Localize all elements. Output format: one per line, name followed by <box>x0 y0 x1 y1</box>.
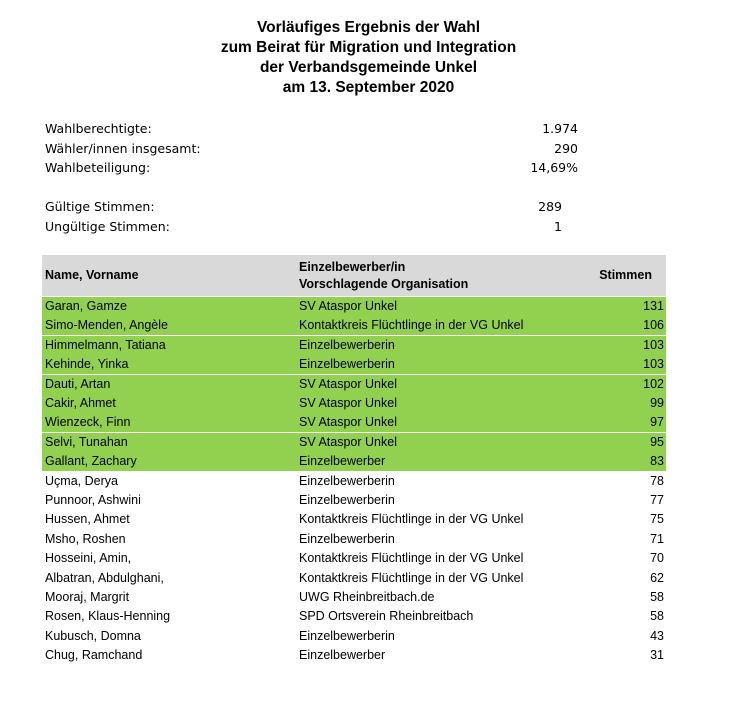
candidate-organization: SV Ataspor Unkel <box>299 299 397 313</box>
candidate-name: Chug, Ramchand <box>45 648 143 663</box>
candidate-name: Wienzeck, Finn <box>45 415 131 430</box>
candidate-votes: 78 <box>650 473 664 488</box>
candidate-name: Msho, Roshen <box>45 531 126 546</box>
candidate-votes: 71 <box>650 531 664 546</box>
candidate-name: Simo-Menden, Angèle <box>45 318 168 333</box>
table-row <box>42 607 666 626</box>
candidate-organization: Einzelbewerberin <box>299 357 395 372</box>
candidate-organization: SV Ataspor Unkel <box>299 376 397 391</box>
candidate-organization: Einzelbewerber <box>299 454 386 469</box>
table-row <box>42 472 666 491</box>
candidate-organization: SV Ataspor Unkel <box>299 396 397 410</box>
candidate-organization: Einzelbewerberin <box>299 473 395 488</box>
document-title <box>0 18 737 98</box>
candidate-name: Hussen, Ahmet <box>45 512 130 527</box>
title-line-1: Vorläufiges Ergebnis der Wahl <box>256 19 481 36</box>
candidate-organization: SPD Ortsverein Rheinbreitbach <box>299 609 474 624</box>
voters-value: 290 <box>554 141 578 156</box>
candidate-organization: Kontaktkreis Flüchtlinge in der VG Unkel <box>299 551 524 566</box>
table-row <box>42 433 666 452</box>
candidate-organization: SV Ataspor Unkel <box>299 434 397 449</box>
turnout-value: 14,69% <box>530 160 578 175</box>
title-line-3: der Verbandsgemeinde Unkel <box>259 59 478 76</box>
table-row <box>42 375 666 394</box>
header-votes: Stimmen <box>599 268 652 282</box>
candidate-organization: Kontaktkreis Flüchtlinge in der VG Unkel <box>299 318 524 333</box>
table-row <box>42 297 666 316</box>
title-line-4: am 13. September 2020 <box>282 79 455 96</box>
eligible-label: Wahlberechtigte: <box>45 121 152 136</box>
candidate-votes: 106 <box>643 318 664 333</box>
header-org-line-2: Vorschlagende Organisation <box>299 277 469 291</box>
table-row <box>42 316 666 335</box>
candidate-organization: Kontaktkreis Flüchtlinge in der VG Unkel <box>299 512 524 527</box>
candidate-votes: 103 <box>643 357 664 372</box>
candidate-votes: 62 <box>650 570 664 585</box>
table-row <box>42 569 666 588</box>
candidate-organization: Einzelbewerberin <box>299 531 395 546</box>
candidate-votes: 95 <box>650 434 664 449</box>
candidate-votes: 83 <box>650 454 664 469</box>
invalid-votes-label: Ungültige Stimmen: <box>45 219 170 234</box>
candidate-votes: 70 <box>650 551 664 566</box>
table-row <box>42 627 666 646</box>
table-row <box>42 491 666 510</box>
candidate-votes: 75 <box>650 512 664 527</box>
candidate-name: Gallant, Zachary <box>45 454 137 469</box>
results-table-header <box>42 255 666 296</box>
invalid-votes-value: 1 <box>554 219 562 234</box>
candidate-organization: Einzelbewerberin <box>299 337 395 352</box>
candidate-name: Dauti, Artan <box>45 376 111 391</box>
candidate-votes: 77 <box>650 493 664 507</box>
table-row <box>42 413 666 432</box>
candidate-name: Hosseini, Amin, <box>45 551 132 566</box>
candidate-name: Himmelmann, Tatiana <box>45 337 166 352</box>
header-name: Name, Vorname <box>45 268 139 282</box>
table-row <box>42 549 666 568</box>
candidate-votes: 97 <box>650 415 664 430</box>
table-row <box>42 355 666 374</box>
candidate-votes: 31 <box>650 648 664 663</box>
table-row <box>42 510 666 529</box>
candidate-organization: Einzelbewerberin <box>299 493 395 507</box>
eligible-value: 1.974 <box>542 121 578 136</box>
title-line-2: zum Beirat für Migration und Integration <box>220 39 517 56</box>
turnout-label: Wahlbeteiligung: <box>45 160 151 175</box>
candidate-name: Rosen, Klaus-Henning <box>45 609 171 624</box>
header-org-line-1: Einzelbewerber/in <box>299 260 406 274</box>
candidate-organization: SV Ataspor Unkel <box>299 415 397 430</box>
candidate-organization: Einzelbewerber <box>299 648 386 663</box>
table-row <box>42 530 666 549</box>
candidate-votes: 99 <box>650 396 664 410</box>
table-row <box>42 646 666 665</box>
candidate-organization: UWG Rheinbreitbach.de <box>299 590 435 604</box>
candidate-votes: 131 <box>643 299 664 313</box>
table-row <box>42 394 666 413</box>
candidate-name: Cakir, Ahmet <box>45 396 116 410</box>
candidate-votes: 43 <box>650 628 664 643</box>
candidate-name: Punnoor, Ashwini <box>45 493 141 507</box>
candidate-name: Albatran, Abdulghani, <box>45 570 164 585</box>
table-row <box>42 588 666 607</box>
candidate-name: Kehinde, Yinka <box>45 357 129 372</box>
table-row <box>42 452 666 471</box>
candidate-votes: 58 <box>650 609 664 624</box>
valid-votes-value: 289 <box>538 199 562 214</box>
candidate-name: Garan, Gamze <box>45 299 127 313</box>
candidate-votes: 102 <box>643 376 664 391</box>
candidate-organization: Kontaktkreis Flüchtlinge in der VG Unkel <box>299 570 524 585</box>
candidate-name: Mooraj, Margrit <box>45 590 130 604</box>
candidate-name: Kubusch, Domna <box>45 628 141 643</box>
candidate-name: Uçma, Derya <box>45 473 118 488</box>
valid-votes-label: Gültige Stimmen: <box>45 199 155 214</box>
voters-label: Wähler/innen insgesamt: <box>45 141 201 156</box>
candidate-name: Selvi, Tunahan <box>45 434 128 449</box>
candidate-votes: 58 <box>650 590 664 604</box>
table-row <box>42 336 666 355</box>
candidate-votes: 103 <box>643 337 664 352</box>
candidate-organization: Einzelbewerberin <box>299 628 395 643</box>
